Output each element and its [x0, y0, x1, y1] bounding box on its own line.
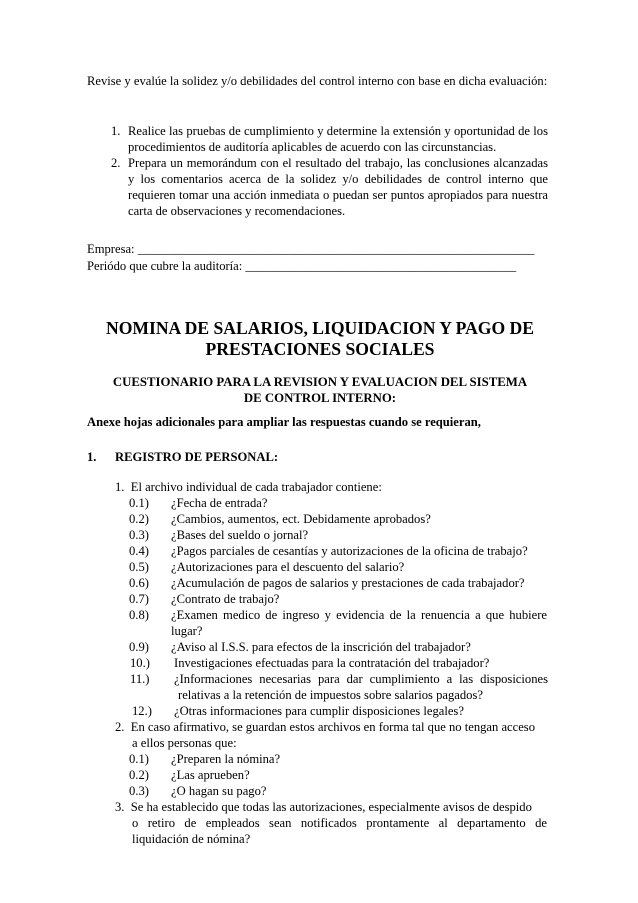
empresa-field: Empresa: _______________________________________________________________ [87, 242, 535, 256]
question-continuation: o retiro de empleados sean notificados prontamente al departamento de [132, 816, 547, 830]
question-text: El archivo individual de cada trabajador contiene: [130, 480, 382, 494]
item-number: 0.3) [129, 528, 149, 542]
item-text: ¿Acumulación de pagos de salarios y prestaciones de cada trabajador? [171, 576, 525, 590]
question-text: En caso afirmativo, se guardan estos archivos en forma tal que no tengan acceso [130, 720, 535, 734]
item-text: ¿Examen medico de ingreso y evidencia de la renuencia a que hubiere [171, 608, 547, 622]
item-number: 10.) [130, 656, 150, 670]
list-item [129, 591, 280, 607]
item-text: ¿Contrato de trabajo? [171, 592, 280, 606]
list-item [129, 559, 405, 575]
item-number: 0.6) [129, 576, 149, 590]
item-text: ¿O hagan su pago? [171, 784, 267, 798]
question-continuation: liquidación de nómina? [132, 832, 251, 846]
question-number: 1. [115, 480, 125, 494]
item-text: ¿Preparen la nómina? [171, 752, 281, 766]
item-text: ¿Pagos parciales de cesantías y autorizaciones de la oficina de trabajo? [171, 544, 528, 558]
list-item [129, 751, 281, 767]
step-number: 2. [111, 156, 121, 170]
step-text: Realice las pruebas de cumplimiento y determine la extensión y oportunidad de los procedimientos de auditoría aplicables de acuerdo con las circunstancias. [128, 124, 548, 154]
item-text: ¿Bases del sueldo o jornal? [171, 528, 309, 542]
section-number: 1. [87, 450, 97, 464]
question-text: Se ha establecido que todas las autorizaciones, especialmente avisos de despido [130, 800, 532, 814]
list-item [130, 671, 548, 687]
annex-note: Anexe hojas adicionales para ampliar las respuestas cuando se requieran, [87, 415, 481, 429]
item-text: ¿Las aprueben? [171, 768, 250, 782]
item-number: 0.5) [129, 560, 149, 574]
step-text: Prepara un memorándum con el resultado del trabajo, las conclusiones alcanzadas y los comentarios acerca de la solidez y/o debilidades de control interno que requieren tomar una acción inmediata o puedan ser puntos apropiados para nuestra carta de observaciones y recomendaciones. [128, 156, 548, 218]
list-item [129, 575, 525, 591]
step-item [111, 123, 548, 155]
item-text: ¿Informaciones necesarias para dar cumplimiento a las disposiciones [174, 672, 548, 686]
subtitle-line: DE CONTROL INTERNO: [243, 391, 397, 405]
title-line: NOMINA DE SALARIOS, LIQUIDACION Y PAGO DE [106, 318, 534, 338]
list-item [132, 703, 464, 719]
document-title [100, 318, 540, 360]
list-item [129, 527, 309, 543]
list-item [129, 495, 268, 511]
list-item [130, 655, 490, 671]
item-number: 11.) [130, 672, 150, 686]
question-1 [115, 479, 382, 495]
item-number: 0.7) [129, 592, 149, 606]
item-text: ¿Aviso al I.S.S. para efectos de la inscrición del trabajador? [171, 640, 471, 654]
item-number: 0.9) [129, 640, 149, 654]
intro-paragraph: Revise y evalúe la solidez y/o debilidades del control interno con base en dicha evaluación: [87, 74, 548, 88]
item-text: ¿Otras informaciones para cumplir disposiciones legales? [174, 704, 464, 718]
list-item [129, 783, 267, 799]
item-number: 0.3) [129, 784, 149, 798]
list-item [129, 639, 471, 655]
item-text: ¿Fecha de entrada? [171, 496, 268, 510]
section-heading [87, 449, 557, 465]
periodo-field: Periódo que cubre la auditoría: ___________________________________________ [87, 259, 517, 273]
question-2 [115, 719, 535, 735]
question-number: 2. [115, 720, 125, 734]
item-number: 0.2) [129, 768, 149, 782]
step-number: 1. [111, 124, 121, 138]
item-number: 12.) [132, 704, 152, 718]
question-3 [115, 799, 532, 815]
item-continuation: relativas a la retención de impuestos sobre salarios pagados? [178, 688, 483, 702]
question-continuation: a ellos personas que: [132, 736, 237, 750]
question-number: 3. [115, 800, 125, 814]
document-subtitle [100, 374, 540, 406]
item-number: 0.4) [129, 544, 149, 558]
list-item [129, 543, 528, 559]
item-number: 0.1) [129, 496, 149, 510]
list-item [129, 511, 431, 527]
section-title: REGISTRO DE PERSONAL: [115, 450, 279, 464]
item-number: 0.8) [129, 608, 149, 622]
steps-list [111, 123, 548, 219]
item-text: Investigaciones efectuadas para la contratación del trabajador? [174, 656, 490, 670]
list-item [129, 767, 250, 783]
subtitle-line: CUESTIONARIO PARA LA REVISION Y EVALUACION DEL SISTEMA [112, 375, 528, 389]
list-item [129, 607, 547, 623]
step-item [111, 155, 548, 219]
item-text: ¿Autorizaciones para el descuento del salario? [171, 560, 405, 574]
item-number: 0.1) [129, 752, 149, 766]
item-text: ¿Cambios, aumentos, ect. Debidamente aprobados? [171, 512, 431, 526]
title-line: PRESTACIONES SOCIALES [205, 339, 435, 359]
item-continuation: lugar? [171, 624, 203, 638]
item-number: 0.2) [129, 512, 149, 526]
